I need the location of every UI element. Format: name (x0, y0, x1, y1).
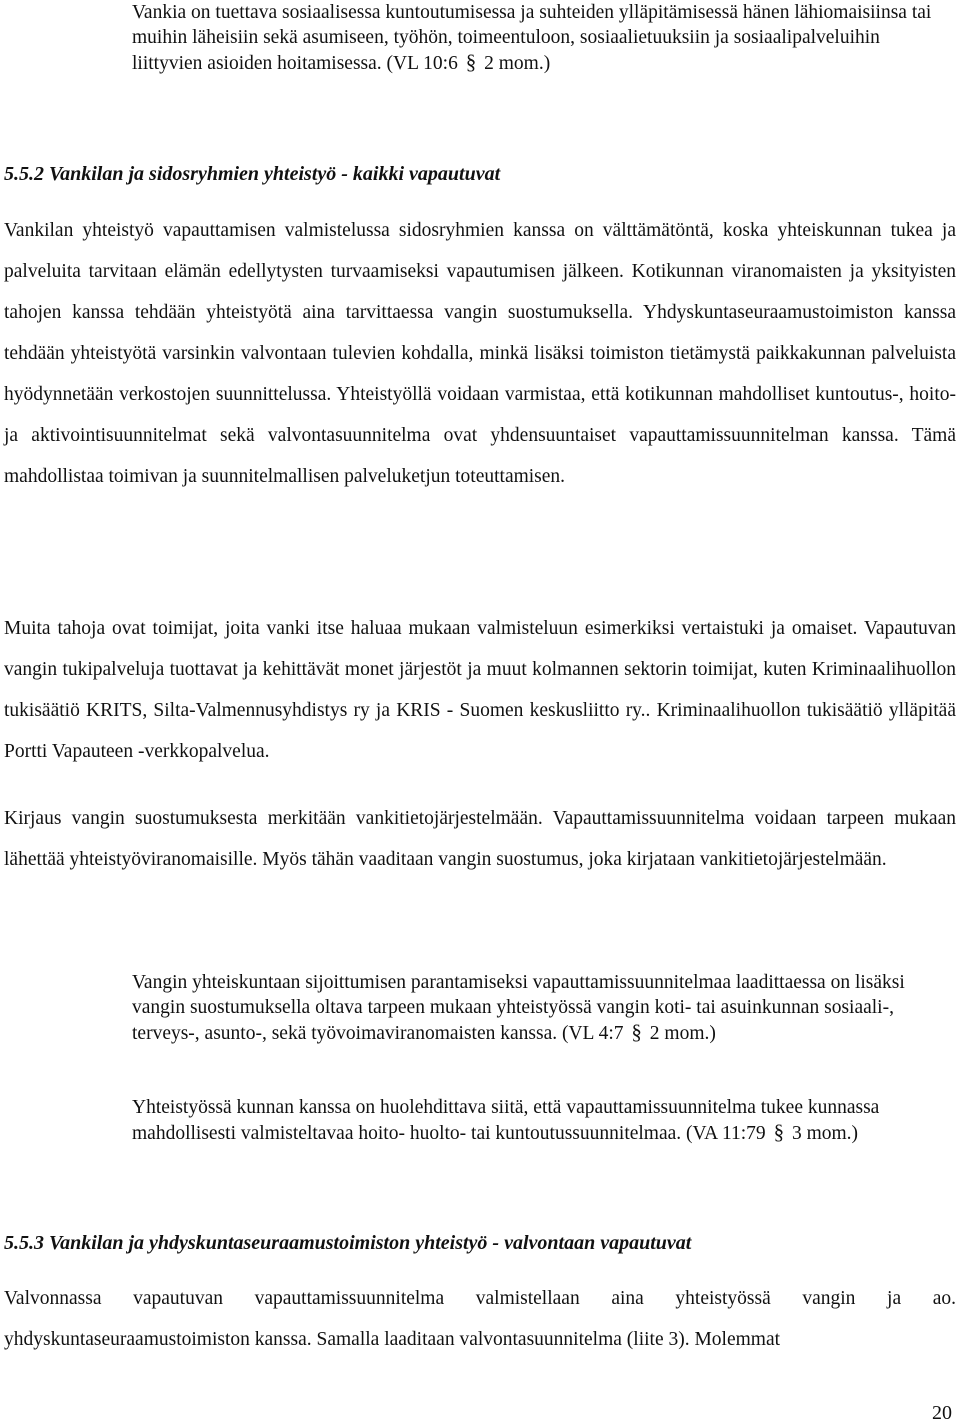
paragraph-cooperation: Vankilan yhteistyö vapauttamisen valmistelussa sidosryhmien kanssa on välttämätöntä, koska yhteiskunnan tukea ja palveluita tarvitaan elämän edellytysten turvaamiseksi vapautumisen jälkeen. Kotikunnan viranomaisten ja yksityisten tahojen kanssa tehdään yhteistyötä aina tarvittaessa vangin suostumuksella. Yhdyskuntaseuraamustoimiston kanssa tehdään yhteistyötä varsinkin valvontaan tulevien kohdalla, minkä lisäksi toimiston tietämystä paikkakunnan palveluista hyödynnetään verkostojen suunnittelussa. Yhteistyöllä voidaan varmistaa, että kotikunnan mahdolliset kuntoutus-, hoito- ja aktivointisuunnitelmat sekä valvontasuunnitelma ovat yhdensuuntaiset vapauttamissuunnitelman kanssa. Tämä mahdollistaa toimivan ja suunnitelmallisen palveluketjun toteuttamisen. (4, 220, 956, 487)
quote-text-2: Vangin yhteiskuntaan sijoittumisen parantamiseksi vapauttamissuunnitelmaa laadittaessa on lisäksi vangin suostumuksella oltava tarpeen mukaan yhteistyössä vangin koti- tai asuinkunnan sosiaali-, terveys-, asunto-, sekä työvoimaviranomaisten kanssa. (VL 4:7 (132, 972, 905, 1044)
page-number: 20 (932, 1402, 952, 1424)
quote-text-1: Vankia on tuettava sosiaalisessa kuntoutumisessa ja suhteiden ylläpitämisessä hänen lähiomaisiinsa tai muihin läheisiin sekä asumiseen, työhön, toimeentuloon, sosiaalietuuksiin ja sosiaalipalveluihin liittyvien asioiden hoitamisessa. (VL 10:6 (132, 2, 932, 74)
section-heading-5-5-2: 5.5.2 Vankilan ja sidosryhmien yhteistyö - kaikki vapautuvat (4, 163, 501, 185)
paragraph-consent-record: Kirjaus vangin suostumuksesta merkitään vankitietojärjestelmään. Vapauttamissuunnitelma voidaan tarpeen mukaan lähettää yhteistyöviranomaisille. Myös tähän vaaditaan vangin suostumus, joka kirjataan vankitietojärjestelmään. (4, 808, 956, 870)
section-sign-icon: § (773, 1120, 785, 1144)
section-heading-5-5-3: 5.5.3 Vankilan ja yhdyskuntaseuraamustoimiston yhteistyö - valvontaan vapautuvat (4, 1232, 692, 1254)
quote-legal-reference-3 (132, 1095, 932, 1146)
quote-legal-reference-1 (132, 0, 952, 76)
quote-ref-3: 3 mom.) (791, 1123, 859, 1144)
quote-ref-2: 2 mom.) (649, 1023, 716, 1044)
quote-ref-1: 2 mom.) (484, 53, 551, 74)
section-sign-icon: § (465, 50, 477, 74)
paragraph-other-parties: Muita tahoja ovat toimijat, joita vanki itse haluaa mukaan valmisteluun esimerkiksi vertaistuki ja omaiset. Vapautuvan vangin tukipalveluja tuottavat ja kehittävät monet järjestöt ja muut kolmannen sektorin toimijat, kuten Kriminaalihuollon tukisäätiö KRITS, Silta-Valmennusyhdistys ry ja KRIS - Suomen keskusliitto ry.. Kriminaalihuollon tukisäätiö ylläpitää Portti Vapauteen -verkkopalvelua. (4, 618, 956, 762)
quote-text-3: Yhteistyössä kunnan kanssa on huolehdittava siitä, että vapauttamissuunnitelma tukee kunnassa mahdollisesti valmisteltavaa hoito- huolto- tai kuntoutussuunnitelmaa. (VA 11:79 (132, 1097, 880, 1144)
quote-legal-reference-2 (132, 970, 932, 1046)
paragraph-supervision: Valvonnassa vapautuvan vapauttamissuunnitelma valmistellaan aina yhteistyössä vangin ja ao. yhdyskuntaseuraamustoimiston kanssa. Samalla laaditaan valvontasuunnitelma (liite 3). Molemmat (4, 1288, 956, 1350)
section-sign-icon: § (631, 1020, 642, 1044)
